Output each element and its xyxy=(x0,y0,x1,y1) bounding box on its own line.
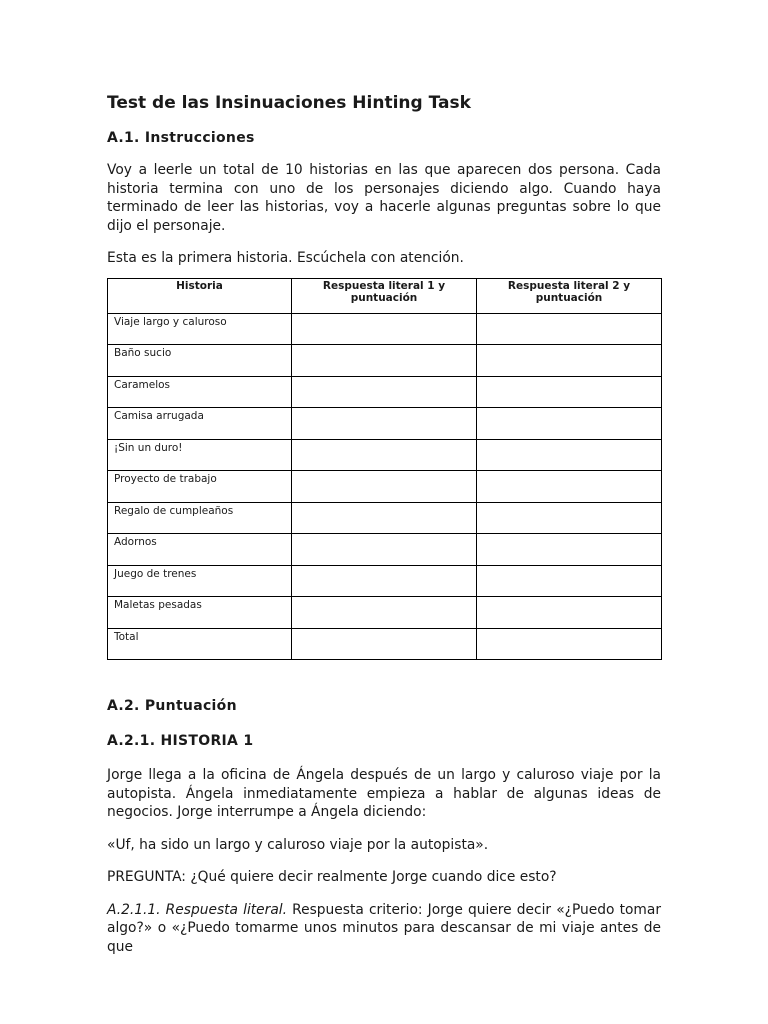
section-heading-historia-1: A.2.1. HISTORIA 1 xyxy=(107,733,254,749)
document-page xyxy=(107,90,661,956)
story-name-cell: ¡Sin un duro! xyxy=(108,439,292,471)
table-row xyxy=(108,313,662,345)
response-score-cell xyxy=(477,313,662,345)
response-score-cell xyxy=(292,534,477,566)
response-score-cell xyxy=(292,376,477,408)
response-score-cell xyxy=(292,628,477,660)
table-header-cell: Respuesta literal 2 y puntuación xyxy=(477,278,662,313)
story-1-quote: «Uf, ha sido un largo y caluroso viaje por la autopista». xyxy=(107,836,489,853)
story-name-cell: Baño sucio xyxy=(108,345,292,377)
story-1-question: PREGUNTA: ¿Qué quiere decir realmente Jorge cuando dice esto? xyxy=(107,869,557,885)
response-score-cell xyxy=(292,313,477,345)
story-name-cell: Proyecto de trabajo xyxy=(108,471,292,503)
story-name-cell: Camisa arrugada xyxy=(108,408,292,440)
table-row xyxy=(108,502,662,534)
response-score-cell xyxy=(477,376,662,408)
document-title: Test de las Insinuaciones Hinting Task xyxy=(107,93,471,113)
literal-response-label: A.2.1.1. Respuesta literal. xyxy=(107,901,288,918)
section-heading-puntuacion: A.2. Puntuación xyxy=(107,698,237,714)
story-name-cell: Viaje largo y caluroso xyxy=(108,313,292,345)
table-header-cell: Historia xyxy=(108,278,292,313)
section-heading-instrucciones: A.1. Instrucciones xyxy=(107,130,255,146)
story-1-paragraph: Jorge llega a la oficina de Ángela después de un largo y caluroso viaje por la autopista. Ángela inmediatamente empieza a hablar de algunas ideas de negocios. Jorge interrumpe a Ángela diciendo: xyxy=(107,767,661,820)
story-name-cell: Caramelos xyxy=(108,376,292,408)
table-row xyxy=(108,439,662,471)
table-row xyxy=(108,376,662,408)
response-score-cell xyxy=(292,345,477,377)
response-score-cell xyxy=(477,439,662,471)
literal-response-paragraph xyxy=(107,901,661,957)
story-name-cell: Maletas pesadas xyxy=(108,597,292,629)
response-score-cell xyxy=(292,502,477,534)
table-row xyxy=(108,345,662,377)
response-score-cell xyxy=(292,471,477,503)
response-score-cell xyxy=(477,502,662,534)
response-score-cell xyxy=(292,408,477,440)
response-score-cell xyxy=(477,597,662,629)
table-header-row xyxy=(108,278,662,313)
response-score-cell xyxy=(477,408,662,440)
response-score-cell xyxy=(292,565,477,597)
table-row xyxy=(108,534,662,566)
table-row xyxy=(108,565,662,597)
story-name-cell: Juego de trenes xyxy=(108,565,292,597)
literal-response-text: Respuesta criterio: Jorge quiere decir «¿Puedo tomar algo?» o «¿Puedo tomarme unos minutos para descansar de mi viaje antes de que xyxy=(107,901,661,955)
table-row xyxy=(108,471,662,503)
scoring-table xyxy=(107,278,662,661)
table-row xyxy=(108,597,662,629)
instructions-paragraph: Voy a leerle un total de 10 historias en las que aparecen dos persona. Cada historia termina con uno de los personajes diciendo algo. Cuando haya terminado de leer las historias, voy a hacerle algunas preguntas sobre lo que dijo el personaje. xyxy=(107,162,661,234)
response-score-cell xyxy=(477,628,662,660)
story-name-cell: Adornos xyxy=(108,534,292,566)
table-header-cell: Respuesta literal 1 y puntuación xyxy=(292,278,477,313)
response-score-cell xyxy=(477,534,662,566)
response-score-cell xyxy=(292,439,477,471)
table-row xyxy=(108,408,662,440)
story-name-cell: Regalo de cumpleaños xyxy=(108,502,292,534)
table-row xyxy=(108,628,662,660)
first-story-paragraph: Esta es la primera historia. Escúchela con atención. xyxy=(107,250,464,266)
response-score-cell xyxy=(292,597,477,629)
response-score-cell xyxy=(477,565,662,597)
response-score-cell xyxy=(477,471,662,503)
table-body xyxy=(108,313,662,660)
story-name-cell: Total xyxy=(108,628,292,660)
response-score-cell xyxy=(477,345,662,377)
